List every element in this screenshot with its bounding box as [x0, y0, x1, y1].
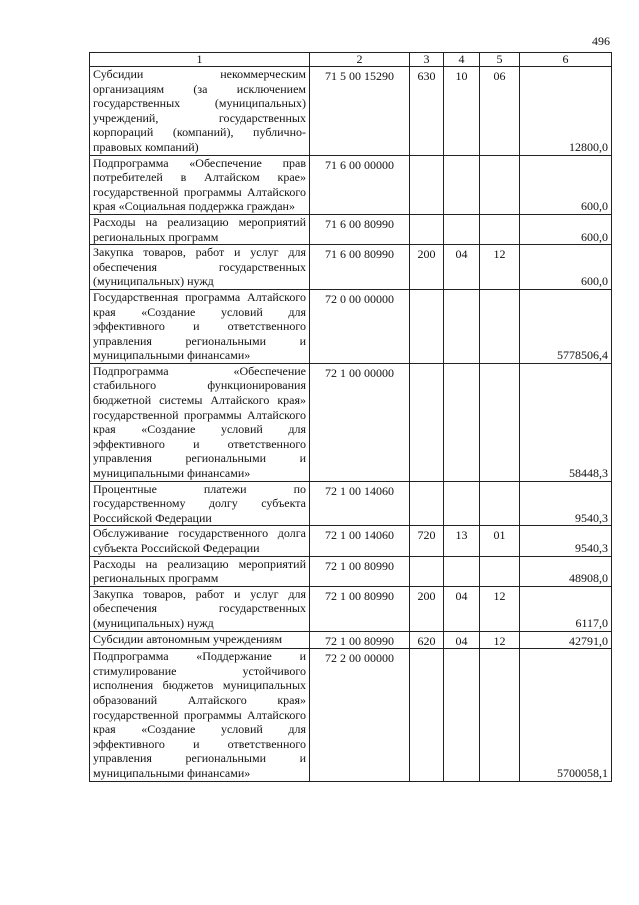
row-code: 72 0 00 00000 — [310, 289, 410, 363]
row-vr — [410, 214, 444, 244]
row-vr: 720 — [410, 526, 444, 556]
row-sum: 600,0 — [520, 245, 612, 290]
row-rz — [444, 649, 480, 781]
table-row — [90, 631, 612, 649]
row-vr: 630 — [410, 67, 444, 156]
row-name: Подпрограмма «Поддержание и стимулирование устойчивого исполнения бюджетов муниципальных образований Алтайского края» государственной программы Алтайского края «Создание условий для эффективного и ответственного управления региональными и муниципальными финансами» — [90, 649, 310, 781]
row-sum: 6117,0 — [520, 586, 612, 631]
row-vr — [410, 556, 444, 586]
row-pr — [480, 155, 520, 214]
row-sum: 5700058,1 — [520, 649, 612, 781]
row-sum: 58448,3 — [520, 363, 612, 481]
row-pr: 12 — [480, 586, 520, 631]
table-row — [90, 289, 612, 363]
row-name: Закупка товаров, работ и услуг для обеспечения государственных (муниципальных) нужд — [90, 586, 310, 631]
row-code: 71 6 00 80990 — [310, 214, 410, 244]
row-vr — [410, 155, 444, 214]
row-name: Процентные платежи по государственному долгу субъекта Российской Федерации — [90, 481, 310, 526]
row-rz: 04 — [444, 245, 480, 290]
row-code: 72 1 00 00000 — [310, 363, 410, 481]
row-code: 72 1 00 80990 — [310, 631, 410, 649]
row-pr: 12 — [480, 631, 520, 649]
column-header: 2 — [310, 53, 410, 67]
row-rz: 10 — [444, 67, 480, 156]
row-vr — [410, 363, 444, 481]
row-rz — [444, 363, 480, 481]
row-sum: 600,0 — [520, 214, 612, 244]
row-pr — [480, 556, 520, 586]
row-rz — [444, 155, 480, 214]
row-rz — [444, 556, 480, 586]
row-rz — [444, 481, 480, 526]
row-sum: 12800,0 — [520, 67, 612, 156]
row-code: 71 6 00 00000 — [310, 155, 410, 214]
table-row — [90, 67, 612, 156]
row-sum: 9540,3 — [520, 526, 612, 556]
row-vr: 620 — [410, 631, 444, 649]
row-name: Субсидии некоммерческим организациям (за исключением государственных (муниципальных) учреждений, государственных корпораций (компаний), публично-правовых компаний) — [90, 67, 310, 156]
budget-table — [89, 52, 612, 782]
row-name: Подпрограмма «Обеспечение прав потребителей в Алтайском крае» государственной программы Алтайского края «Социальная поддержка граждан» — [90, 155, 310, 214]
row-code: 72 1 00 14060 — [310, 526, 410, 556]
table-row — [90, 245, 612, 290]
row-name: Расходы на реализацию мероприятий региональных программ — [90, 556, 310, 586]
row-code: 72 1 00 14060 — [310, 481, 410, 526]
row-code: 72 2 00 00000 — [310, 649, 410, 781]
row-code: 72 1 00 80990 — [310, 586, 410, 631]
column-header: 6 — [520, 53, 612, 67]
row-name: Обслуживание государственного долга субъекта Российской Федерации — [90, 526, 310, 556]
row-sum: 48908,0 — [520, 556, 612, 586]
row-rz: 13 — [444, 526, 480, 556]
row-vr — [410, 289, 444, 363]
row-rz: 04 — [444, 586, 480, 631]
table-row — [90, 649, 612, 781]
row-vr: 200 — [410, 245, 444, 290]
table-header-row — [90, 53, 612, 67]
row-sum: 600,0 — [520, 155, 612, 214]
table-row — [90, 214, 612, 244]
row-code: 71 6 00 80990 — [310, 245, 410, 290]
table-row — [90, 481, 612, 526]
row-pr: 01 — [480, 526, 520, 556]
row-pr: 12 — [480, 245, 520, 290]
row-name: Закупка товаров, работ и услуг для обеспечения государственных (муниципальных) нужд — [90, 245, 310, 290]
row-sum: 5778506,4 — [520, 289, 612, 363]
row-name: Субсидии автономным учреждениям — [90, 631, 310, 649]
row-rz: 04 — [444, 631, 480, 649]
row-sum: 42791,0 — [520, 631, 612, 649]
row-name: Государственная программа Алтайского края «Создание условий для эффективного и ответственного управления региональными и муниципальными финансами» — [90, 289, 310, 363]
table-row — [90, 586, 612, 631]
row-rz — [444, 214, 480, 244]
row-pr: 06 — [480, 67, 520, 156]
row-vr: 200 — [410, 586, 444, 631]
row-sum: 9540,3 — [520, 481, 612, 526]
table-row — [90, 556, 612, 586]
table-row — [90, 155, 612, 214]
row-pr — [480, 481, 520, 526]
row-name: Расходы на реализацию мероприятий региональных программ — [90, 214, 310, 244]
column-header: 3 — [410, 53, 444, 67]
row-vr — [410, 481, 444, 526]
column-header: 4 — [444, 53, 480, 67]
page-number: 496 — [592, 34, 610, 48]
row-pr — [480, 214, 520, 244]
column-header: 1 — [90, 53, 310, 67]
row-rz — [444, 289, 480, 363]
row-code: 71 5 00 15290 — [310, 67, 410, 156]
table-row — [90, 363, 612, 481]
row-vr — [410, 649, 444, 781]
row-code: 72 1 00 80990 — [310, 556, 410, 586]
row-pr — [480, 363, 520, 481]
row-name: Подпрограмма «Обеспечение стабильного функционирования бюджетной системы Алтайского края» государственной программы Алтайского края «Создание условий для эффективного и ответственного управления региональными и муниципальными финансами» — [90, 363, 310, 481]
column-header: 5 — [480, 53, 520, 67]
row-pr — [480, 289, 520, 363]
row-pr — [480, 649, 520, 781]
table-row — [90, 526, 612, 556]
